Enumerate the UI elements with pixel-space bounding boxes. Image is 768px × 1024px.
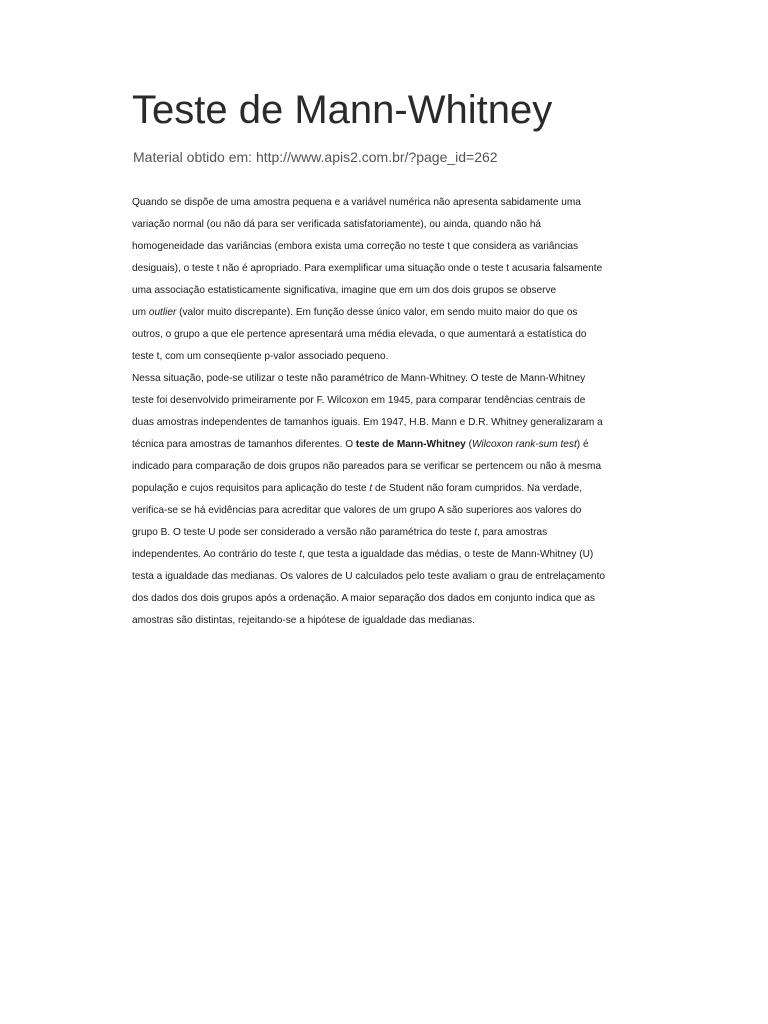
text-segment: homogeneidade das variâncias (embora exista uma correção no teste t que considera as variâncias: [132, 241, 579, 252]
text-line: [132, 214, 632, 236]
text-segment: de Student não foram cumpridos. Na verdade,: [372, 483, 583, 494]
text-segment: independentes. Ao contrário do teste: [132, 549, 300, 560]
text-segment: um: [132, 307, 149, 318]
italic-term: t: [299, 549, 303, 560]
text-segment: testa a igualdade das medianas. Os valores de U calculados pelo teste avaliam o grau de entrelaçamento: [132, 571, 606, 582]
text-segment: teste foi desenvolvido primeiramente por F. Wilcoxon em 1945, para comparar tendências centrais de: [132, 395, 586, 406]
italic-term: Wilcoxon rank-sum test: [471, 439, 577, 450]
text-segment: , que testa a igualdade das médias, o teste de Mann-Whitney (U): [302, 549, 594, 560]
page-title: Teste de Mann-Whitney: [132, 88, 553, 132]
text-segment: grupo B. O teste U pode ser considerado a versão não paramétrica do teste: [132, 527, 475, 538]
text-line: [132, 368, 632, 390]
text-segment: teste t, com um conseqüente p-valor associado pequeno.: [132, 351, 389, 362]
text-segment: ) é: [576, 439, 589, 450]
text-line: [132, 280, 632, 302]
text-line: [132, 588, 632, 610]
text-line: [132, 456, 632, 478]
text-segment: Nessa situação, pode-se utilizar o teste não paramétrico de Mann-Whitney. O teste de Mann-Whitney: [132, 373, 586, 384]
text-line: [132, 478, 632, 500]
source-line: Material obtido em: http://www.apis2.com.br/?page_id=262: [133, 149, 498, 165]
text-line: [132, 302, 632, 324]
text-line: [132, 390, 632, 412]
text-line: [132, 434, 632, 456]
text-line: [132, 544, 632, 566]
bold-term: teste de Mann-Whitney: [355, 439, 466, 450]
text-segment: técnica para amostras de tamanhos diferentes. O: [132, 439, 356, 450]
text-segment: Quando se dispõe de uma amostra pequena e a variável numérica não apresenta sabidamente uma: [132, 197, 581, 208]
italic-term: t: [369, 483, 373, 494]
text-line: [132, 324, 632, 346]
text-line: [132, 566, 632, 588]
text-line: [132, 522, 632, 544]
text-segment: indicado para comparação de dois grupos não pareados para se verificar se pertencem ou não à mesma: [132, 461, 602, 472]
text-segment: (valor muito discrepante). Em função desse único valor, em sendo muito maior do que os: [176, 307, 578, 318]
text-line: [132, 192, 632, 214]
italic-term: t: [474, 527, 478, 538]
body-text: [132, 192, 632, 632]
text-segment: população e cujos requisitos para aplicação do teste: [132, 483, 370, 494]
italic-term: outlier: [148, 307, 177, 318]
text-line: [132, 610, 632, 632]
text-segment: (: [465, 439, 472, 450]
text-segment: , para amostras: [477, 527, 548, 538]
text-segment: amostras são distintas, rejeitando-se a hipótese de igualdade das medianas.: [132, 615, 475, 626]
text-segment: outros, o grupo a que ele pertence apresentará uma média elevada, o que aumentará a estatística do: [132, 329, 587, 340]
text-line: [132, 258, 632, 280]
text-segment: dos dados dos dois grupos após a ordenação. A maior separação dos dados em conjunto indica que as: [132, 593, 595, 604]
text-segment: uma associação estatisticamente significativa, imagine que em um dos dois grupos se observe: [132, 285, 557, 296]
text-segment: verifica-se se há evidências para acreditar que valores de um grupo A são superiores aos valores do: [132, 505, 582, 516]
text-line: [132, 236, 632, 258]
text-segment: duas amostras independentes de tamanhos iguais. Em 1947, H.B. Mann e D.R. Whitney generalizaram a: [132, 417, 603, 428]
text-line: [132, 500, 632, 522]
text-line: [132, 412, 632, 434]
text-segment: desiguais), o teste t não é apropriado. Para exemplificar uma situação onde o teste t acusaria falsamente: [132, 263, 603, 274]
text-line: [132, 346, 632, 368]
text-segment: variação normal (ou não dá para ser verificada satisfatoriamente), ou ainda, quando não há: [132, 219, 542, 230]
